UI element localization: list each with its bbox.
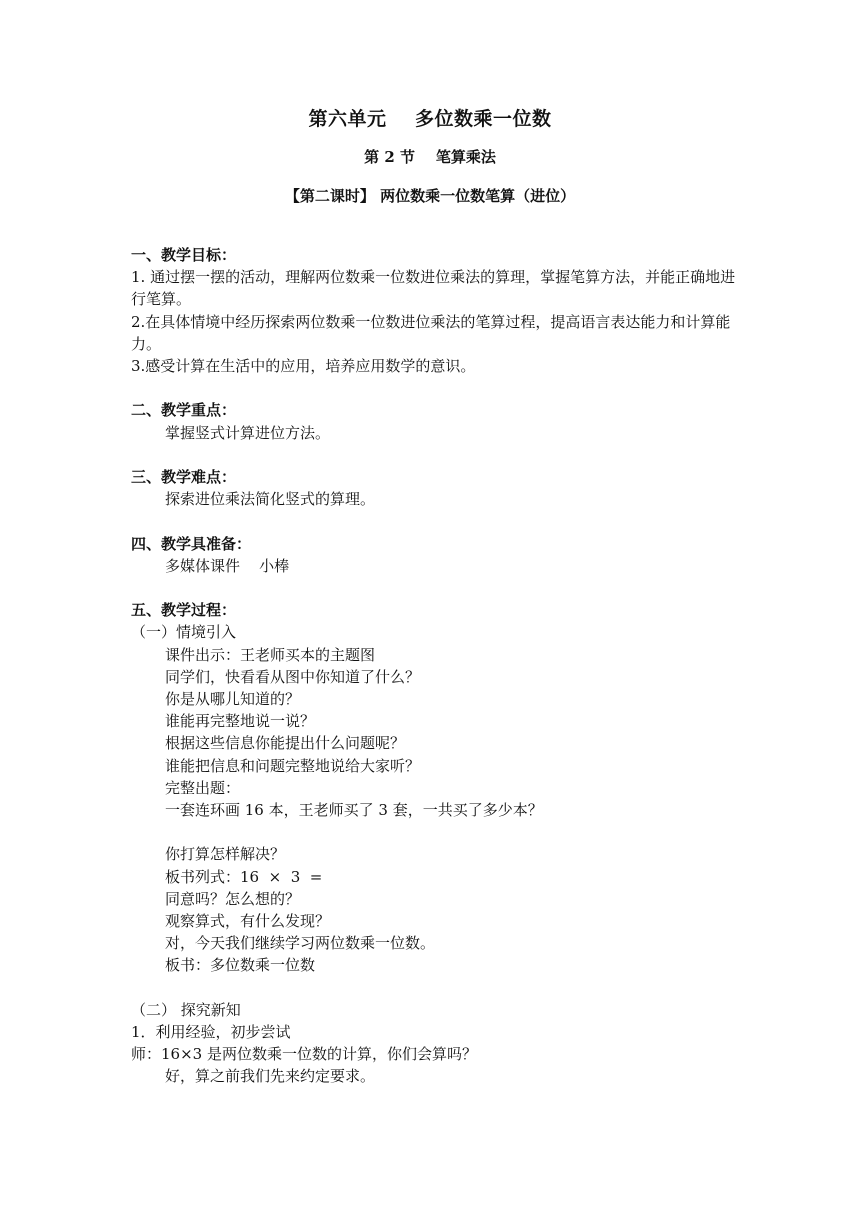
process-heading: 五、教学过程：	[131, 601, 237, 620]
teacher-line: 师：16×3 是两位数乘一位数的计算，你们会算吗？	[131, 1045, 477, 1064]
part1-heading: （一）情境引入	[131, 623, 237, 642]
process-line: 板书：多位数乘一位数	[165, 956, 316, 975]
process-line: 板书列式：16 × 3 =	[165, 867, 323, 886]
process-line: 观察算式，有什么发现？	[165, 912, 331, 931]
process-line: 同意吗？怎么想的？	[165, 889, 301, 908]
objectives-heading: 一、教学目标：	[131, 246, 237, 264]
process-line: 谁能再完整地说一说？	[165, 712, 316, 731]
part2-heading: （二） 探究新知	[131, 1000, 241, 1019]
difficulties-text: 探索进位乘法简化竖式的算理。	[165, 490, 376, 509]
difficulties-heading: 三、教学难点：	[131, 468, 237, 486]
materials-heading: 四、教学具准备：	[131, 534, 252, 553]
process-line: 一套连环画 16 本，王老师买了 3 套，一共买了多少本？	[165, 801, 543, 820]
process-line: 你打算怎样解决？	[165, 845, 286, 864]
process-line: 你是从哪儿知道的？	[165, 690, 301, 708]
objective-item: 2.在具体情境中经历探索两位数乘一位数进位乘法的笔算过程，提高语言表达能力和计算能力。	[131, 312, 731, 353]
document-body	[131, 244, 741, 1088]
key-points-text: 掌握竖式计算进位方法。	[165, 423, 331, 442]
process-line: 谁能把信息和问题完整地说给大家听？	[165, 756, 421, 775]
process-line: 同学们，快看看从图中你知道了什么？	[165, 667, 421, 686]
process-line: 对，今天我们继续学习两位数乘一位数。	[165, 934, 436, 953]
key-points-heading: 二、教学重点：	[131, 401, 237, 420]
step1-text: 1．利用经验，初步尝试	[131, 1023, 291, 1042]
process-line: 课件出示：王老师买本的主题图	[165, 645, 376, 664]
lesson-title: 【第二课时】 两位数乘一位数笔算（进位）	[284, 187, 576, 205]
materials-text: 多媒体课件 小棒	[165, 556, 290, 575]
objective-item: 3.感受计算在生活中的应用，培养应用数学的意识。	[131, 357, 476, 376]
objective-item: 1. 通过摆一摆的活动，理解两位数乘一位数进位乘法的算理，掌握笔算方法，并能正确地进行笔算。	[131, 268, 736, 309]
section-title: 第 2 节 笔算乘法	[364, 148, 496, 166]
process-line: 根据这些信息你能提出什么问题呢？	[165, 734, 406, 753]
process-line: 完整出题：	[165, 778, 241, 797]
unit-title: 第六单元 多位数乘一位数	[308, 108, 552, 130]
process-line: 好，算之前我们先来约定要求。	[165, 1067, 376, 1086]
